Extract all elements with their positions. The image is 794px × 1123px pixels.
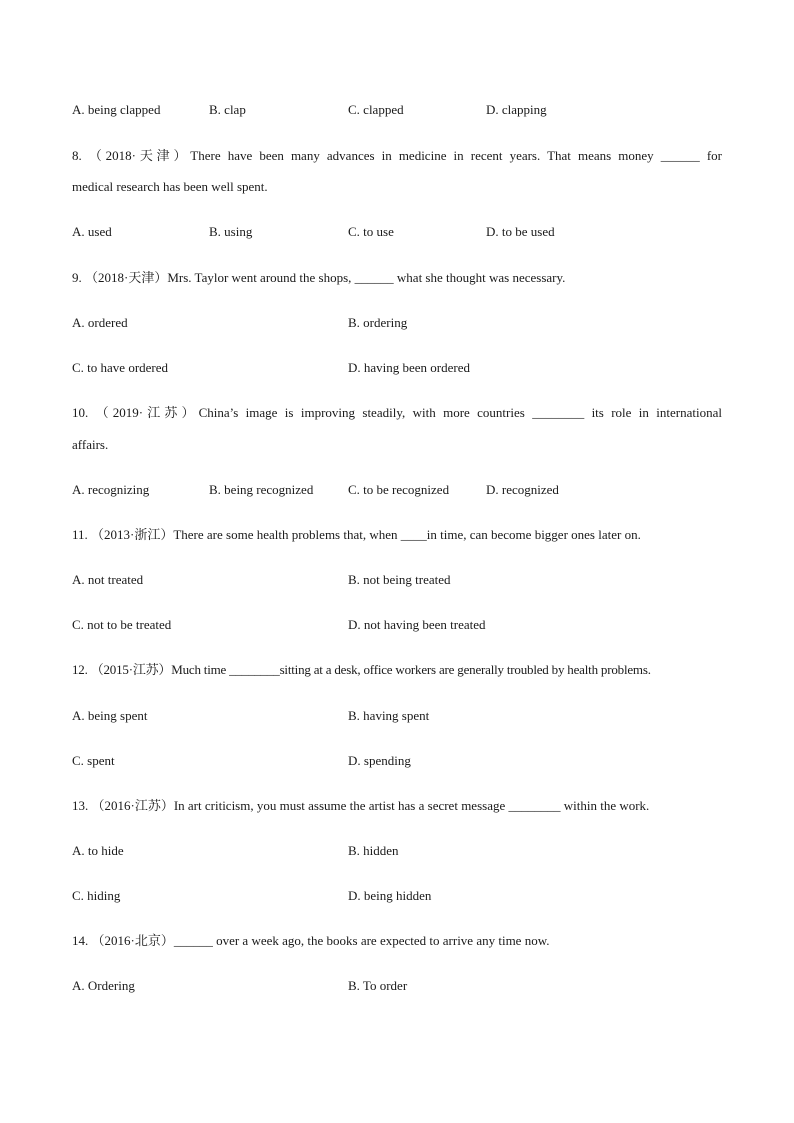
option-c: C. not to be treated [72, 617, 172, 632]
option-b: B. using [209, 224, 253, 239]
option-b: B. not being treated [348, 572, 451, 587]
option-c: C. clapped [348, 102, 404, 117]
option-d: D. clapping [486, 102, 547, 117]
option-a: A. not treated [72, 572, 144, 587]
question-stem: 12. （2015·江苏）Much time ________sitting at a desk, office workers are generally troubled by health problems. [72, 662, 651, 677]
option-a: A. ordered [72, 315, 128, 330]
option-c: C. to be recognized [348, 482, 450, 497]
question-stem: 8. （2018·天津）There have been many advances in medicine in recent years. That means money ______ for [72, 148, 722, 163]
option-c: C. spent [72, 753, 115, 768]
question-stem: 11. （2013·浙江）There are some health problems that, when ____in time, can become bigger ones later on. [72, 527, 641, 542]
option-d: D. spending [348, 753, 411, 768]
question-stem: 13. （2016·江苏）In art criticism, you must assume the artist has a secret message ________ within the work. [72, 798, 650, 813]
option-a: A. used [72, 224, 112, 239]
option-b: B. clap [209, 102, 246, 117]
option-d: D. having been ordered [348, 360, 471, 375]
option-b: B. To order [348, 978, 408, 993]
option-c: C. to have ordered [72, 360, 169, 375]
option-c: C. hiding [72, 888, 121, 903]
option-a: A. recognizing [72, 482, 150, 497]
option-a: A. being clapped [72, 102, 161, 117]
question-stem: 10. （2019·江苏）China’s image is improving steadily, with more countries ________ its role in international [72, 405, 722, 420]
option-b: B. having spent [348, 708, 430, 723]
option-b: B. hidden [348, 843, 399, 858]
question-stem: 9. （2018·天津）Mrs. Taylor went around the shops, ______ what she thought was necessary. [72, 270, 566, 285]
question-stem-continued: medical research has been well spent. [72, 179, 268, 194]
question-stem: 14. （2016·北京）______ over a week ago, the books are expected to arrive any time now. [72, 933, 550, 948]
option-d: D. not having been treated [348, 617, 486, 632]
option-d: D. to be used [486, 224, 555, 239]
option-b: B. being recognized [209, 482, 314, 497]
option-a: A. Ordering [72, 978, 135, 993]
option-d: D. recognized [486, 482, 559, 497]
option-d: D. being hidden [348, 888, 432, 903]
option-b: B. ordering [348, 315, 408, 330]
option-c: C. to use [348, 224, 394, 239]
question-stem-continued: affairs. [72, 437, 109, 452]
option-a: A. being spent [72, 708, 148, 723]
option-a: A. to hide [72, 843, 124, 858]
